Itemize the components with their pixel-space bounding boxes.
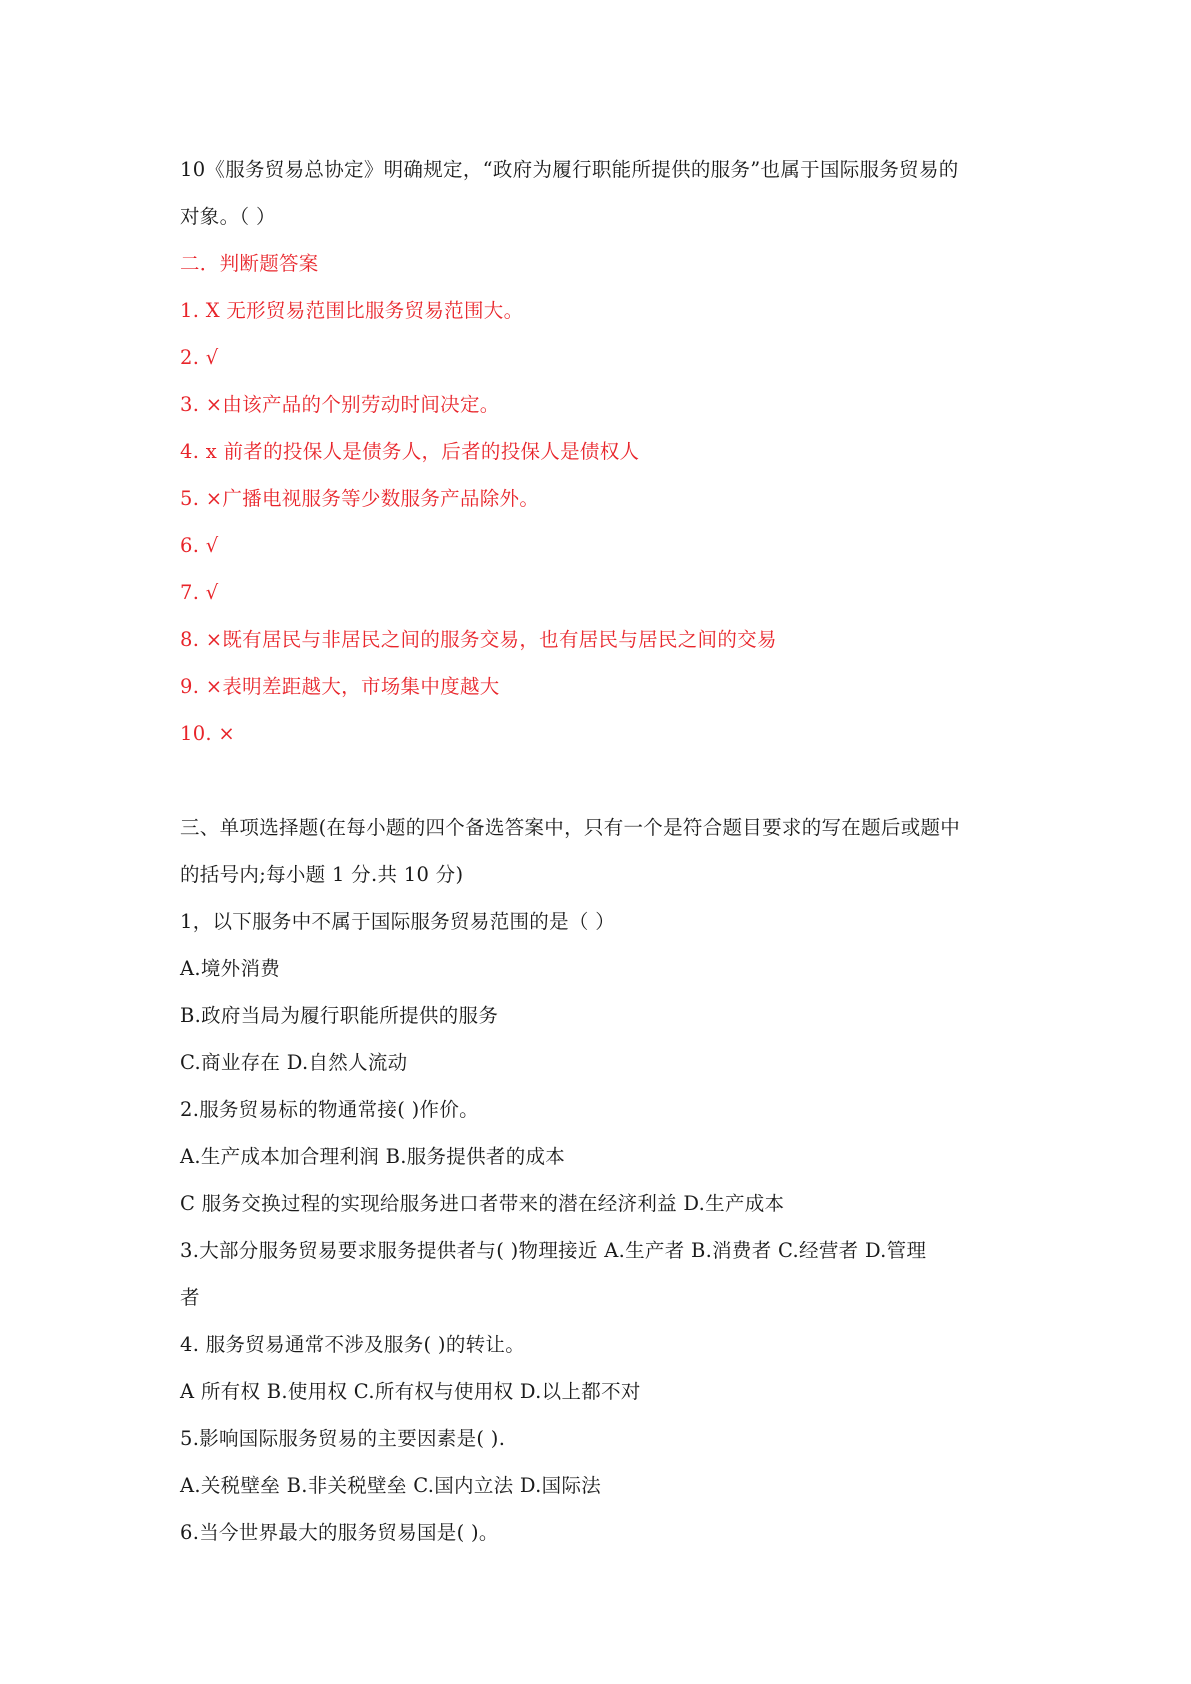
choice-line: C.商业存在 D.自然人流动 [180, 1051, 408, 1074]
judgement-question-10-line2: 对象。（ ） [180, 205, 276, 228]
choice-line: A 所有权 B.使用权 C.所有权与使用权 D.以上都不对 [180, 1380, 641, 1403]
choice-line: 6.当今世界最大的服务贸易国是( )。 [180, 1521, 499, 1544]
answer-item-8: 8. ×既有居民与非居民之间的服务交易，也有居民与居民之间的交易 [180, 628, 777, 651]
answer-item-6: 6. √ [180, 534, 219, 557]
choice-line: A.生产成本加合理利润 B.服务提供者的成本 [180, 1145, 566, 1168]
section-spacer [180, 757, 1020, 804]
choice-line: C 服务交换过程的实现给服务进口者带来的潜在经济利益 D.生产成本 [180, 1192, 785, 1215]
answer-item-1: 1. X 无形贸易范围比服务贸易范围大。 [180, 299, 524, 322]
answer-item-5: 5. ×广播电视服务等少数服务产品除外。 [180, 487, 540, 510]
choice-line: 5.影响国际服务贸易的主要因素是( ). [180, 1427, 506, 1450]
choice-line: B.政府当局为履行职能所提供的服务 [180, 1004, 499, 1027]
answer-item-9: 9. ×表明差距越大，市场集中度越大 [180, 675, 500, 698]
choice-heading-line1: 三、单项选择题(在每小题的四个备选答案中，只有一个是符合题目要求的写在题后或题中 [180, 816, 961, 839]
choice-line: 4. 服务贸易通常不涉及服务( )的转让。 [180, 1333, 526, 1356]
choice-line: 3.大部分服务贸易要求服务提供者与( )物理接近 A.生产者 B.消费者 C.经营者 D.管理 [180, 1239, 927, 1262]
answer-item-4: 4. x 前者的投保人是债务人，后者的投保人是债权人 [180, 440, 640, 463]
answers-heading: 二．判断题答案 [180, 252, 319, 275]
choice-line: A.关税壁垒 B.非关税壁垒 C.国内立法 D.国际法 [180, 1474, 602, 1497]
choice-line: 2.服务贸易标的物通常接( )作价。 [180, 1098, 479, 1121]
choice-line: 1，以下服务中不属于国际服务贸易范围的是（ ） [180, 910, 616, 933]
choice-line: 者 [180, 1286, 200, 1309]
answer-item-7: 7. √ [180, 581, 219, 604]
answer-item-3: 3. ×由该产品的个别劳动时间决定。 [180, 393, 500, 416]
judgement-question-10-line1: 10《服务贸易总协定》明确规定，“政府为履行职能所提供的服务”也属于国际服务贸易的 [180, 158, 959, 181]
answer-item-2: 2. √ [180, 346, 219, 369]
choice-line: A.境外消费 [180, 957, 281, 980]
choice-heading-line2: 的括号内;每小题 1 分.共 10 分) [180, 863, 464, 886]
answer-item-10: 10. × [180, 722, 236, 745]
document-page [180, 146, 1020, 1556]
